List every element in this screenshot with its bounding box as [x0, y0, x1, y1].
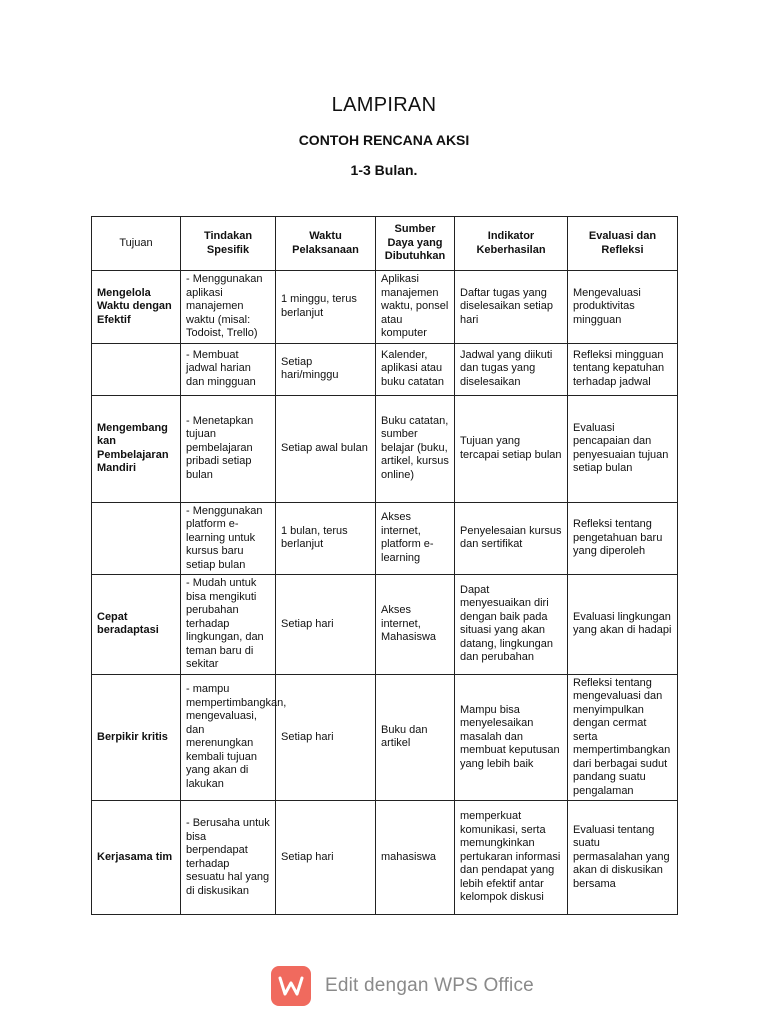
evaluation-cell: Refleksi mingguan tentang kepatuhan terhadap jadwal — [568, 343, 678, 395]
goal-cell: Kerjasama tim — [92, 801, 181, 915]
goal-cell: Mengelola Waktu dengan Efektif — [92, 271, 181, 344]
evaluation-cell: Evaluasi tentang suatu permasalahan yang akan di diskusikan bersama — [568, 801, 678, 915]
action-cell: - Berusaha untuk bisa berpendapat terhadap sesuatu hal yang di diskusikan — [181, 801, 276, 915]
indicator-cell: Dapat menyesuaikan diri dengan baik pada situasi yang akan datang, lingkungan dan perubahan — [455, 575, 568, 675]
header-tujuan: Tujuan — [92, 217, 181, 271]
evaluation-cell: Evaluasi lingkungan yang akan di hadapi — [568, 575, 678, 675]
goal-cell — [92, 343, 181, 395]
resource-cell: Aplikasi manajemen waktu, ponsel atau komputer — [376, 271, 455, 344]
header-waktu: Waktu Pelaksanaan — [276, 217, 376, 271]
time-cell: Setiap awal bulan — [276, 395, 376, 502]
goal-cell: Berpikir kritis — [92, 674, 181, 801]
evaluation-cell: Refleksi tentang pengetahuan baru yang diperoleh — [568, 502, 678, 575]
header-sumber-daya: Sumber Daya yang Dibutuhkan — [376, 217, 455, 271]
indicator-cell: Mampu bisa menyelesaikan masalah dan membuat keputusan yang lebih baik — [455, 674, 568, 801]
action-cell: - Menggunakan platform e-learning untuk kursus baru setiap bulan — [181, 502, 276, 575]
table-row — [92, 395, 678, 502]
resource-cell: Kalender, aplikasi atau buku catatan — [376, 343, 455, 395]
action-cell: - Menetapkan tujuan pembelajaran pribadi setiap bulan — [181, 395, 276, 502]
resource-cell: Akses internet, platform e-learning — [376, 502, 455, 575]
table-row — [92, 343, 678, 395]
header-evaluasi: Evaluasi dan Refleksi — [568, 217, 678, 271]
action-cell: - Mudah untuk bisa mengikuti perubahan terhadap lingkungan, dan teman baru di sekitar — [181, 575, 276, 675]
indicator-cell: memperkuat komunikasi, serta memungkinkan pertukaran informasi dan pendapat yang lebih efektif antar kelompok diskusi — [455, 801, 568, 915]
document-period: 1-3 Bulan. — [350, 162, 418, 178]
action-cell: - mampu mempertimbangkan, mengevaluasi, dan merenungkan kembali tujuan yang akan di lakukan — [181, 674, 276, 801]
evaluation-cell: Evaluasi pencapaian dan penyesuaian tujuan setiap bulan — [568, 395, 678, 502]
page-title: LAMPIRAN — [331, 94, 437, 116]
action-cell: - Membuat jadwal harian dan mingguan — [181, 343, 276, 395]
action-cell: - Menggunakan aplikasi manajemen waktu (misal: Todoist, Trello) — [181, 271, 276, 344]
evaluation-cell: Mengevaluasi produktivitas mingguan — [568, 271, 678, 344]
table-header-row — [92, 217, 678, 271]
table-row — [92, 674, 678, 801]
goal-cell: Mengembang kan Pembelajaran Mandiri — [92, 395, 181, 502]
time-cell: 1 minggu, terus berlanjut — [276, 271, 376, 344]
wps-office-logo-icon[interactable] — [271, 966, 311, 1006]
resource-cell: Buku dan artikel — [376, 674, 455, 801]
time-cell: 1 bulan, terus berlanjut — [276, 502, 376, 575]
indicator-cell: Jadwal yang diikuti dan tugas yang diselesaikan — [455, 343, 568, 395]
evaluation-cell: Refleksi tentang mengevaluasi dan menyimpulkan dengan cermat serta mempertimbangkan dari berbagai sudut pandang suatu pengalaman — [568, 674, 678, 801]
goal-cell — [92, 502, 181, 575]
time-cell: Setiap hari — [276, 575, 376, 675]
resource-cell: Buku catatan, sumber belajar (buku, artikel, kursus online) — [376, 395, 455, 502]
indicator-cell: Daftar tugas yang diselesaikan setiap hari — [455, 271, 568, 344]
table-row — [92, 575, 678, 675]
time-cell: Setiap hari/minggu — [276, 343, 376, 395]
indicator-cell: Tujuan yang tercapai setiap bulan — [455, 395, 568, 502]
goal-cell: Cepat beradaptasi — [92, 575, 181, 675]
wps-edit-banner[interactable] — [271, 964, 534, 1008]
wps-w-glyph-icon — [278, 975, 304, 997]
table-row — [92, 271, 678, 344]
edit-with-wps-link[interactable]: Edit dengan WPS Office — [325, 975, 534, 996]
time-cell: Setiap hari — [276, 801, 376, 915]
time-cell: Setiap hari — [276, 674, 376, 801]
table-row — [92, 502, 678, 575]
table-row — [92, 801, 678, 915]
resource-cell: mahasiswa — [376, 801, 455, 915]
resource-cell: Akses internet, Mahasiswa — [376, 575, 455, 675]
action-plan-table — [91, 216, 678, 915]
indicator-cell: Penyelesaian kursus dan sertifikat — [455, 502, 568, 575]
document-subtitle: CONTOH RENCANA AKSI — [298, 132, 470, 148]
header-indikator: Indikator Keberhasilan — [455, 217, 568, 271]
header-tindakan: Tindakan Spesifik — [181, 217, 276, 271]
